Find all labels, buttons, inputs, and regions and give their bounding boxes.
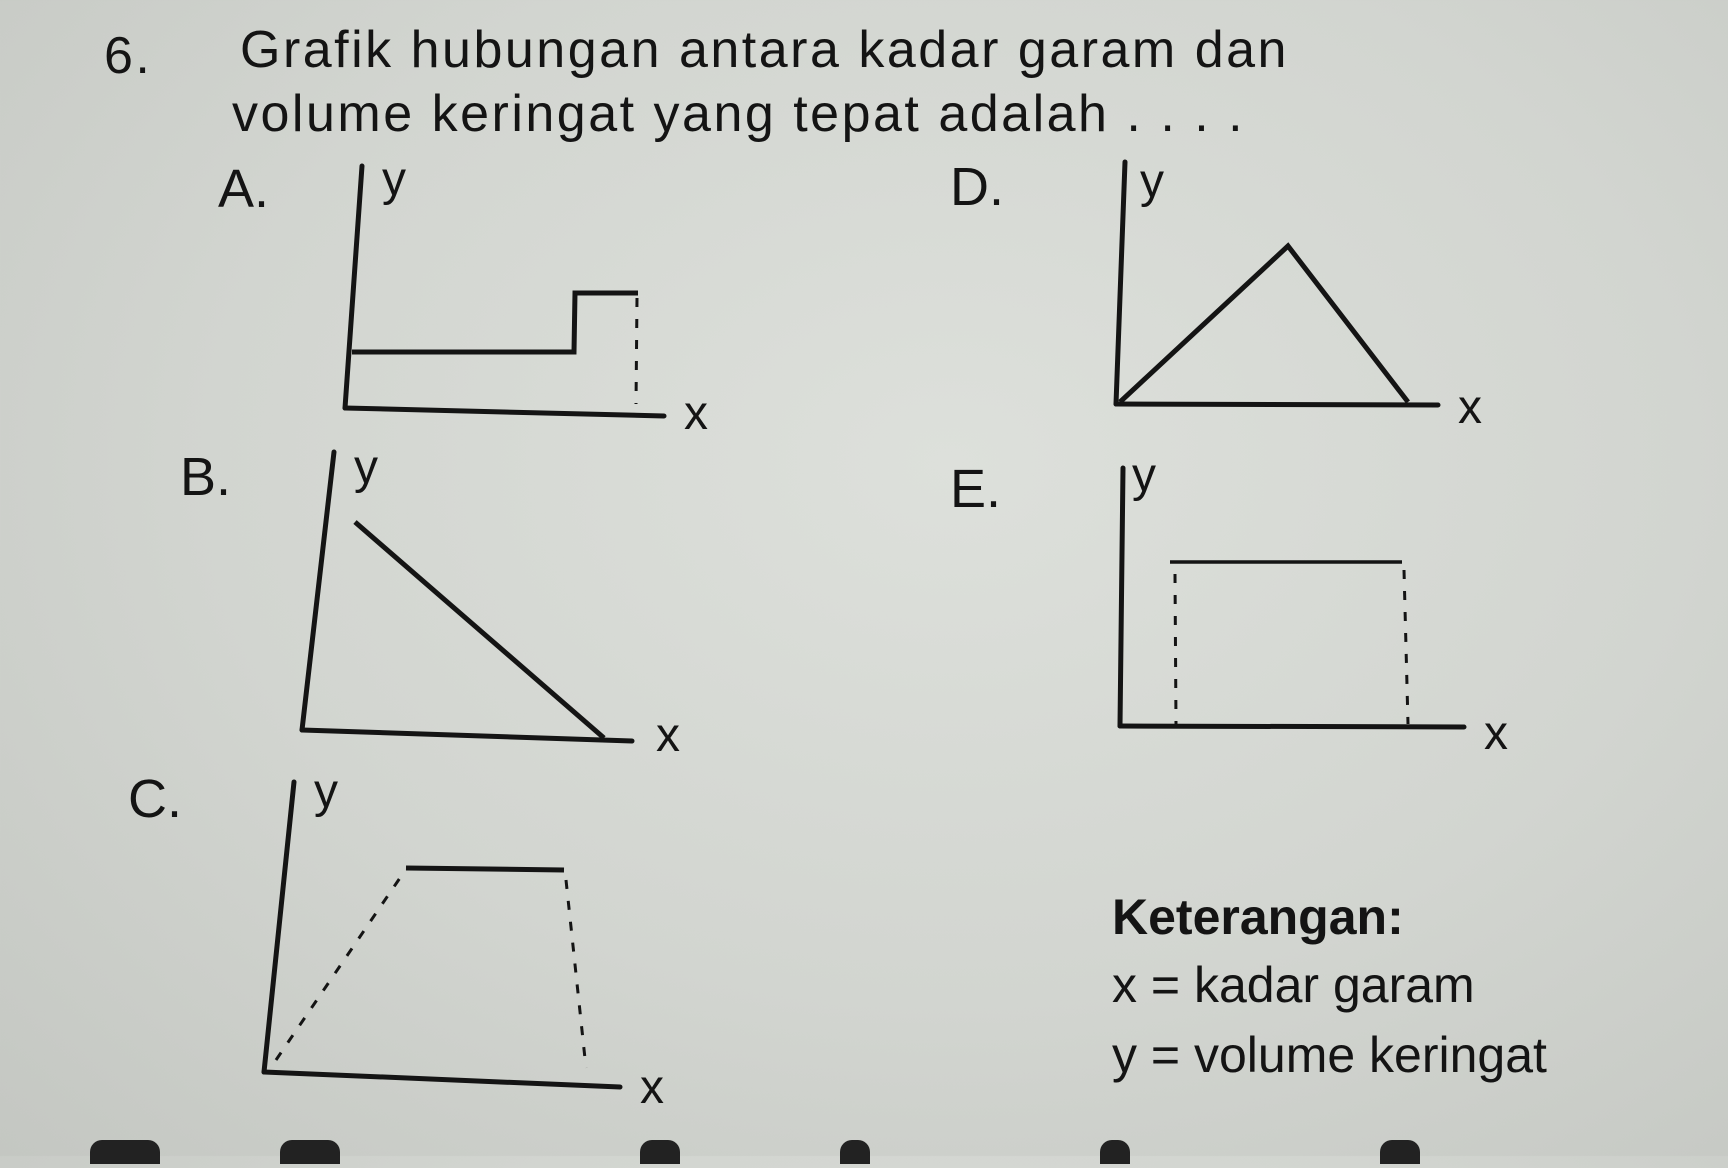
option-e-letter[interactable]: E. [950, 459, 1002, 519]
graph-d-x-axis [1116, 404, 1438, 405]
graph-d-x-label: x [1458, 381, 1482, 434]
graph-a-curve [352, 293, 638, 352]
graph-c-y-label: y [314, 765, 338, 818]
graph-b-y-label: y [354, 441, 378, 494]
graph-b-x-axis [302, 730, 632, 741]
question-text-line-2: volume keringat yang tepat adalah . . . . [232, 85, 1246, 143]
graph-d-y-axis [1116, 162, 1125, 404]
graph-a-y-label: y [382, 153, 406, 206]
graph-a-x-label: x [684, 387, 708, 440]
graph-a-y-axis [345, 166, 362, 408]
graph-c[interactable] [264, 782, 620, 1087]
graph-c-plateau [406, 868, 564, 870]
graph-c-x-label: x [640, 1061, 664, 1114]
legend-x-definition: x = kadar garam [1112, 957, 1475, 1013]
question-number: 6. [104, 27, 153, 85]
graph-a-dashed-drop [636, 298, 637, 404]
cut-off-next-line [80, 1128, 1580, 1168]
option-c-letter[interactable]: C. [128, 769, 182, 829]
option-a-letter[interactable]: A. [218, 159, 270, 219]
legend-y-definition: y = volume keringat [1112, 1027, 1547, 1083]
graph-d-curve [1120, 246, 1408, 402]
graph-e-dashed-left [1175, 574, 1176, 724]
graph-e-y-label: y [1132, 449, 1156, 502]
graph-d-y-label: y [1140, 155, 1164, 208]
graph-c-dashed-rise [276, 872, 404, 1060]
graph-d[interactable] [1116, 162, 1438, 405]
option-b-letter[interactable]: B. [180, 447, 232, 507]
graph-a[interactable] [345, 166, 664, 416]
graph-b-x-label: x [656, 709, 680, 762]
question-text-line-1: Grafik hubungan antara kadar garam dan [240, 21, 1289, 79]
graph-b[interactable] [302, 452, 632, 741]
graph-e[interactable] [1120, 468, 1464, 727]
graph-a-x-axis [345, 408, 664, 416]
graph-e-x-label: x [1484, 707, 1508, 760]
graph-e-x-axis [1120, 726, 1464, 727]
graph-b-curve [355, 522, 604, 738]
graph-c-dashed-fall [566, 880, 586, 1068]
graph-e-dashed-right [1404, 570, 1408, 724]
graph-c-y-axis [264, 782, 294, 1072]
graph-c-x-axis [264, 1072, 620, 1087]
legend-title: Keterangan: [1112, 889, 1404, 945]
graph-b-y-axis [302, 452, 334, 730]
graph-e-y-axis [1120, 468, 1123, 726]
option-d-letter[interactable]: D. [950, 157, 1004, 217]
